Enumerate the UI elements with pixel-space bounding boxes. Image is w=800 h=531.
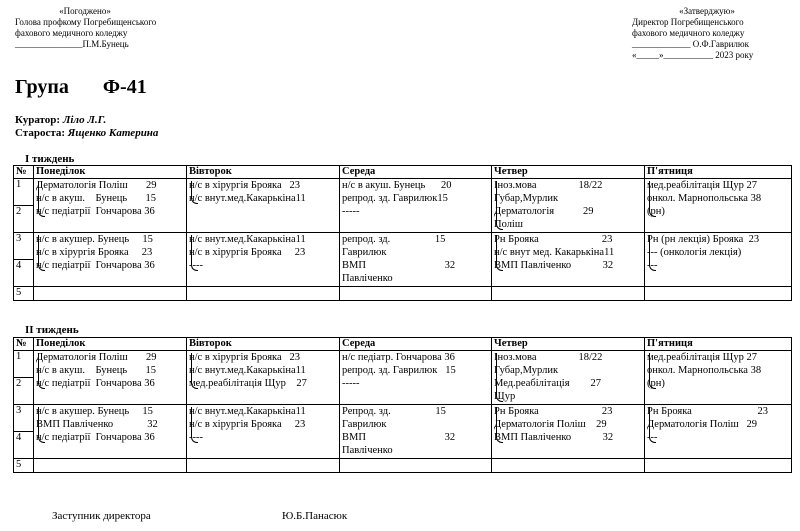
subgroup-bracket (496, 353, 503, 402)
table-row (14, 405, 792, 432)
approval-right-signature: _____________ О.Ф.Гаврилюк (632, 39, 749, 49)
lesson-text: Іноз.мова 18/22 Губар,Мурлик Мед.реабілітація 27 Щур (494, 352, 603, 402)
schedule-cell-wednesday (340, 179, 492, 233)
schedule-cell-wednesday (340, 233, 492, 287)
schedule-table (13, 337, 792, 473)
schedule-cell-tuesday (187, 179, 340, 233)
starosta-line (15, 127, 158, 139)
column-header: Вівторок (187, 338, 340, 351)
table-header-row (14, 338, 792, 351)
column-header: Четвер (492, 338, 645, 351)
schedule-cell-thursday (492, 405, 645, 459)
subgroup-bracket (38, 407, 45, 443)
lesson-text: Рн (рн лекція) Брояка 23 --- (онкологія лекція) --- (647, 234, 760, 271)
approval-right-title: «Затверджую» (679, 6, 735, 16)
lesson-text: Рн Брояка 23 Дерматологія Поліш 29 --- (647, 406, 768, 443)
schedule-cell-tuesday (187, 405, 340, 459)
subgroup-bracket (496, 235, 503, 271)
schedule-cell-thursday (492, 233, 645, 287)
pair-number: 3 (14, 405, 34, 432)
subgroup-bracket (649, 353, 656, 389)
pair-number: 1 (14, 179, 34, 206)
curator-name: Ліло Л.Г. (62, 114, 107, 126)
schedule-cell-thursday (492, 459, 645, 473)
schedule-cell-thursday (492, 179, 645, 233)
pair-number: 1 (14, 351, 34, 378)
subgroup-bracket (38, 235, 45, 271)
lesson-text: Рн Брояка 23 Дерматологія Поліш 29 ВМП Павліченко 32 (494, 406, 614, 443)
curator-label: Куратор: (15, 114, 61, 126)
column-header: Середа (340, 166, 492, 179)
schedule-cell-friday (645, 405, 792, 459)
approval-left-title: «Погоджено» (59, 6, 111, 16)
approval-left-position: Голова профкому Погребищенського (15, 17, 157, 27)
schedule-cell-monday (34, 179, 187, 233)
schedule-cell-friday (645, 459, 792, 473)
schedule-cell-friday (645, 179, 792, 233)
lesson-text: н/с в хірургія Брояка 23 н/с внут.мед.Какарькіна11 (189, 180, 306, 204)
week-2-title: ІІ тиждень (25, 324, 79, 336)
starosta-label: Староста: (15, 127, 66, 139)
column-header: П'ятниця (645, 166, 792, 179)
pair-number: 4 (14, 260, 34, 287)
schedule-cell-monday (34, 287, 187, 301)
lesson-text: н/с педіатр. Гончарова 36 репрод. зд. Гаврилюк 15 ----- (342, 352, 456, 389)
schedule-cell-monday (34, 459, 187, 473)
subgroup-bracket (191, 235, 198, 271)
subgroup-bracket (496, 407, 503, 443)
subgroup-bracket (649, 181, 656, 217)
group-code: Ф-41 (102, 76, 147, 98)
lesson-text: н/с в акуш. Бунець 20 репрод. зд. Гаврилюк15 ----- (342, 180, 452, 217)
lesson-text: Рн Брояка 23 н/с внут мед. Какарькіна11 ВМП Павліченко 32 (494, 234, 615, 271)
approval-block-left (15, 6, 156, 50)
schedule-cell-wednesday (340, 287, 492, 301)
schedule-cell-friday (645, 351, 792, 405)
approval-block-right (632, 6, 782, 61)
subgroup-bracket (191, 181, 198, 204)
pair-number: 5 (14, 459, 34, 473)
schedule-cell-monday (34, 405, 187, 459)
week-1-title: І тиждень (25, 153, 75, 165)
group-label: Група (15, 76, 69, 98)
group-title (15, 76, 147, 99)
column-header: Вівторок (187, 166, 340, 179)
schedule-cell-wednesday (340, 405, 492, 459)
schedule-cell-thursday (492, 287, 645, 301)
approval-right-org: фахового медичного коледжу (632, 28, 745, 38)
lesson-text: мед.реабілітація Щур 27 онкол. Марнопольська 38 (рн) (647, 180, 762, 217)
column-header: Понеділок (34, 166, 187, 179)
column-header: № (14, 166, 34, 179)
schedule-cell-tuesday (187, 459, 340, 473)
schedule-cell-tuesday (187, 351, 340, 405)
schedule-cell-friday (645, 233, 792, 287)
table-row (14, 233, 792, 260)
subgroup-bracket (649, 235, 656, 271)
pair-number: 2 (14, 206, 34, 233)
schedule-cell-wednesday (340, 351, 492, 405)
lesson-text: Репрод. зд. 15 Гаврилюк ВМП 32 Павліченко (342, 406, 456, 456)
lesson-text: н/с внут.мед.Какарькіна11 н/с в хірургія Брояка 23 ---- (189, 406, 306, 443)
pair-number: 5 (14, 287, 34, 301)
lesson-text: мед.реабілітація Щур 27 онкол. Марнопольська 38 (рн) (647, 352, 762, 389)
lesson-text: н/с внут.мед.Какарькіна11 н/с в хірургія Брояка 23 ---- (189, 234, 306, 271)
subgroup-bracket (191, 407, 198, 443)
lesson-text: Дерматологія Поліш 29 н/с в акуш. Бунець 15 н/с педіатрії Гончарова 36 (36, 352, 157, 389)
table-row (14, 351, 792, 378)
lesson-text: н/с в акушер. Бунець 15 ВМП Павліченко 32 н/с педіатрії Гончарова 36 (36, 406, 158, 443)
schedule-cell-tuesday (187, 287, 340, 301)
pair-number: 3 (14, 233, 34, 260)
starosta-name: Ященко Катерина (67, 127, 159, 139)
approval-right-date: «_____»___________ 2023 року (632, 50, 754, 60)
pair-number: 2 (14, 378, 34, 405)
schedule-cell-friday (645, 287, 792, 301)
column-header: П'ятниця (645, 338, 792, 351)
approval-left-org: фахового медичного коледжу (15, 28, 128, 38)
schedule-cell-monday (34, 351, 187, 405)
lesson-text: Іноз.мова 18/22 Губар,Мурлик Дерматологія 29 Поліш (494, 180, 603, 230)
column-header: № (14, 338, 34, 351)
footer-name: Ю.Б.Панасюк (282, 510, 348, 522)
table-row (14, 179, 792, 206)
schedule-cell-thursday (492, 351, 645, 405)
lesson-text: репрод. зд. 15 Гаврилюк ВМП 32 Павліченко (342, 234, 456, 284)
table-header-row (14, 166, 792, 179)
subgroup-bracket (496, 181, 503, 230)
curator-line (15, 114, 106, 126)
schedule-table (13, 165, 792, 301)
schedule-cell-tuesday (187, 233, 340, 287)
approval-right-position: Директор Погребищенського (632, 17, 744, 27)
lesson-text: н/с в акушер. Бунець 15 н/с в хірургія Брояка 23 н/с педіатрії Гончарова 36 (36, 234, 155, 271)
subgroup-bracket (38, 181, 45, 217)
approval-left-signature: _______________П.М.Бунець (15, 39, 129, 49)
lesson-text: Дерматологія Поліш 29 н/с в акуш. Бунець 15 н/с педіатрії Гончарова 36 (36, 180, 157, 217)
footer-position: Заступник директора (52, 510, 151, 522)
column-header: Четвер (492, 166, 645, 179)
lesson-text: н/с в хірургія Брояка 23 н/с внут.мед.Какарькіна11 мед.реабілітація Щур 27 (189, 352, 307, 389)
column-header: Середа (340, 338, 492, 351)
table-row (14, 459, 792, 473)
column-header: Понеділок (34, 338, 187, 351)
table-row (14, 287, 792, 301)
schedule-cell-wednesday (340, 459, 492, 473)
subgroup-bracket (191, 353, 198, 389)
subgroup-bracket (649, 407, 656, 443)
schedule-cell-monday (34, 233, 187, 287)
subgroup-bracket (38, 353, 45, 389)
pair-number: 4 (14, 432, 34, 459)
